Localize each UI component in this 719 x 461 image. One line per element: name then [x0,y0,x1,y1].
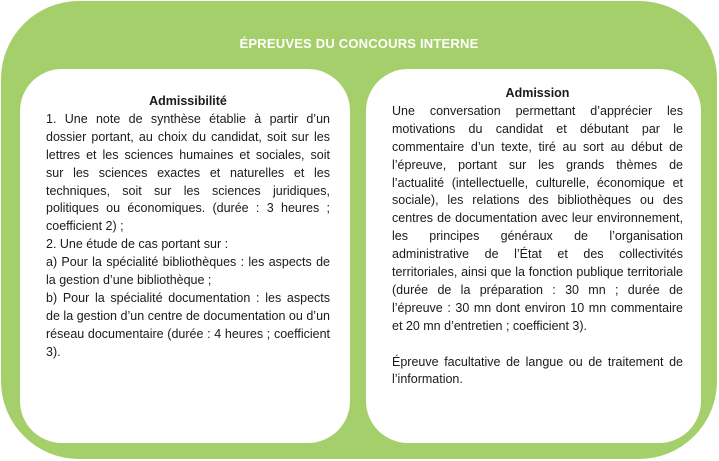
admission-spacer [392,336,683,354]
admissibilite-card [20,69,350,443]
diagram-title: ÉPREUVES DU CONCOURS INTERNE [239,36,479,51]
admission-text-optional: Épreuve facultative de langue ou de traitement de l’information. [392,354,683,387]
admission-card [366,69,701,443]
diagram-frame [1,1,717,459]
admissibilite-item-1: 1. Une note de synthèse établie à partir d’un dossier portant, au choix du candidat, soit sur les lettres et les sciences humaines et sociales, soit sur les sciences exactes et naturelles et les techniques, soit sur les sciences juridiques, politiques ou économiques. (durée : 3 heures ; coefficient 2) ; [46,111,330,234]
admissibilite-item-2b: b) Pour la spécialité documentation : les aspects de la gestion d’un centre de documentation ou d’un réseau documentaire (durée : 4 heures ; coefficient 3). [46,290,330,359]
admission-text-main: Une conversation permettant d’apprécier les motivations du candidat et débutant par le commentaire d’un texte, tiré au sort au début de l’épreuve, portant sur les grands thèmes de l’actualité (intellectuelle, culturelle, économique et sociale), les relations des bibliothèques ou des centres de documentation avec leur environnement, les principes généraux de l’organisation administrative de l’État et des collectivités territoriales, ainsi que la fonction publique territoriale (durée de la préparation : 30 mn ; durée de l’épreuve : 30 mn dont environ 10 mn commentaire et 20 mn d’entretien ; coefficient 3). [392,103,683,333]
admissibilite-item-2: 2. Une étude de cas portant sur : [46,237,229,252]
admission-heading: Admission [505,86,570,100]
admissibilite-item-2a: a) Pour la spécialité bibliothèques : les aspects de la gestion d’une bibliothèque ; [46,255,330,288]
admissibilite-heading: Admissibilité [149,94,227,108]
